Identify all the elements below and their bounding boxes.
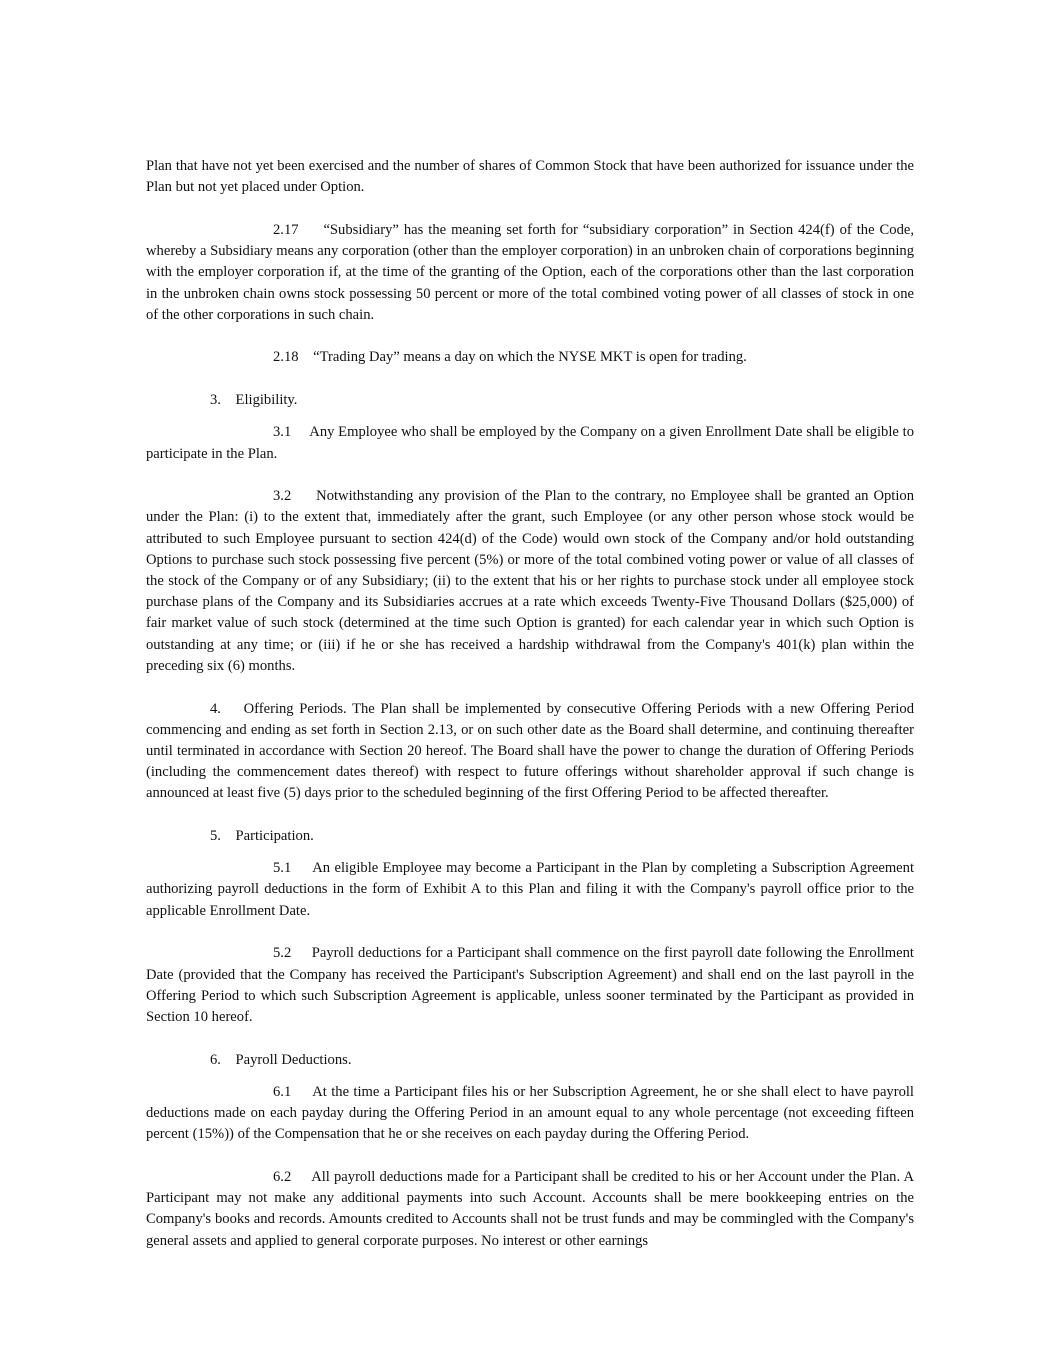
section-3-heading: 3. Eligibility. — [210, 392, 298, 409]
section-3-1: 3.1 Any Employee who shall be employed by the Company on a given Enrollment Date shall be eligible to participate in the Plan. — [146, 424, 918, 462]
section-2-17: 2.17 “Subsidiary” has the meaning set forth for “subsidiary corporation” in Section 424(f) of the Code, whereby a Subsidiary means any corporation (other than the employer corporation) in an unbroken chain of corporations beginning with the employer corporation if, at the time of the granting of the Option, each of the corporations other than the last corporation in the unbroken chain owns stock possessing 50 percent or more of the total combined voting power of all classes of stock in one of the other corporations in such chain. — [146, 221, 918, 323]
section-3-2: 3.2 Notwithstanding any provision of the Plan to the contrary, no Employee shall be granted an Option under the Plan: (i) to the extent that, immediately after the grant, such Employee (or any other person whose stock would be attributed to such Employee pursuant to section 424(d) of the Code) would own stock of the Company and/or hold outstanding Options to purchase such stock possessing five percent (5%) or more of the total combined voting power or value of all classes of the stock of the Company or of any Subsidiary; (ii) to the extent that his or her rights to purchase stock under all employee stock purchase plans of the Company and its Subsidiaries accrues at a rate which exceeds Twenty-Five Thousand Dollars ($25,000) of fair market value of such stock (determined at the time such Option is granted) for each calendar year in which such Option is outstanding at any time; or (iii) if he or she has received a hardship withdrawal from the Company's 401(k) plan within the preceding six (6) months. — [146, 488, 918, 674]
document-body — [146, 156, 918, 1252]
section-5-2: 5.2 Payroll deductions for a Participant shall commence on the first payroll date following the Enrollment Date (provided that the Company has received the Participant's Subscription Agreement) and shall end on the last payroll in the Offering Period to which such Subscription Agreement is applicable, unless sooner terminated by the Participant as provided in Section 10 hereof. — [146, 945, 918, 1025]
section-6-1: 6.1 At the time a Participant files his or her Subscription Agreement, he or she shall elect to have payroll deductions made on each payday during the Offering Period in an amount equal to any whole percentage (not exceeding fifteen percent (15%)) of the Compensation that he or she receives on each payday during the Offering Period. — [146, 1083, 918, 1143]
section-6-2: 6.2 All payroll deductions made for a Participant shall be credited to his or her Account under the Plan. A Participant may not make any additional payments into such Account. Accounts shall be mere bookkeeping entries on the Company's books and records. Amounts credited to Accounts shall not be trust funds and may be commingled with the Company's general assets and applied to general corporate purposes. No interest or other earnings — [146, 1169, 918, 1249]
section-2-18: 2.18 “Trading Day” means a day on which the NYSE MKT is open for trading. — [273, 349, 747, 366]
section-4: 4. Offering Periods. The Plan shall be implemented by consecutive Offering Periods with a new Offering Period commencing and ending as set forth in Section 2.13, or on such other date as the Board shall determine, and continuing thereafter until terminated in accordance with Section 20 hereof. The Board shall have the power to change the duration of Offering Periods (including the commencement dates thereof) with respect to future offerings without shareholder approval if such change is announced at least five (5) days prior to the scheduled beginning of the first Offering Period to be affected thereafter. — [146, 700, 918, 802]
paragraph-continuation: Plan that have not yet been exercised and the number of shares of Common Stock that have been authorized for issuance under the Plan but not yet placed under Option. — [146, 158, 914, 196]
section-5-heading: 5. Participation. — [210, 828, 314, 845]
section-6-heading: 6. Payroll Deductions. — [210, 1051, 352, 1068]
section-5-1: 5.1 An eligible Employee may become a Participant in the Plan by completing a Subscription Agreement authorizing payroll deductions in the form of Exhibit A to this Plan and filing it with the Company's payroll office prior to the applicable Enrollment Date. — [146, 860, 918, 919]
